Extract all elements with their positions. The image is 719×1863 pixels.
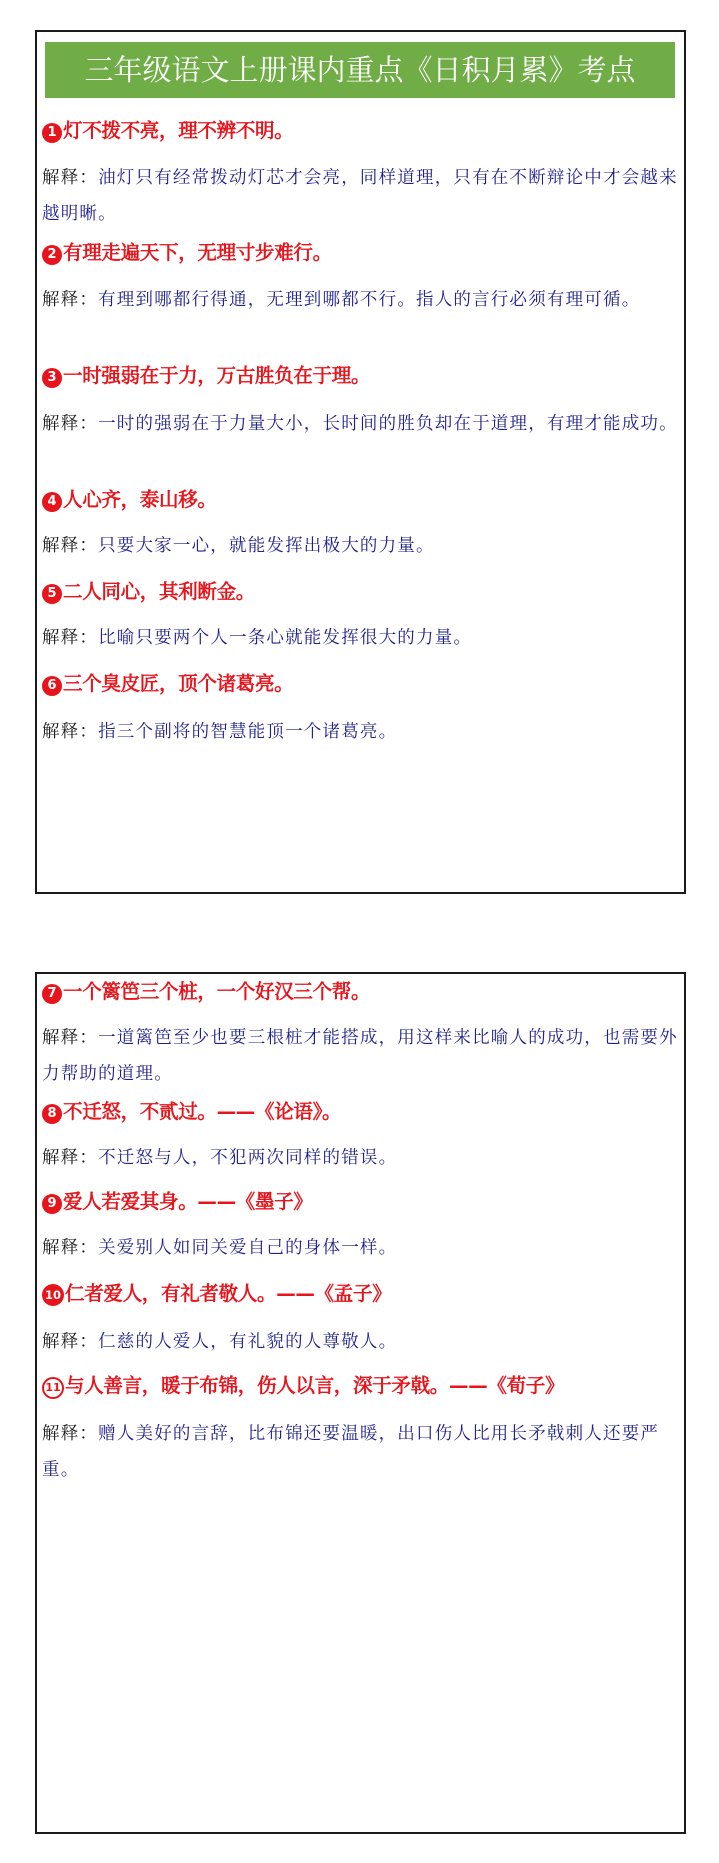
entry-explanation: 解释：仁慈的人爱人，有礼貌的人尊敬人。 — [42, 1332, 398, 1352]
entry-heading: 11 与人善言，暖于布锦，伤人以言，深于矛戟。——《荀子》 — [42, 1372, 564, 1400]
number-badge: 7 — [42, 984, 62, 1004]
page-title: 三年级语文上册课内重点《日积月累》考点 — [45, 42, 675, 98]
entry-explanation: 解释：只要大家一心，就能发挥出极大的力量。 — [42, 536, 435, 556]
number-badge: 1 — [42, 123, 62, 143]
entry-heading: 7 一个篱笆三个桩，一个好汉三个帮。 — [42, 978, 370, 1006]
entry-heading: 8 不迁怒，不贰过。——《论语》。 — [42, 1098, 341, 1126]
number-badge: 8 — [42, 1104, 62, 1124]
number-badge: 9 — [42, 1194, 62, 1214]
entry-heading: 1 灯不拨不亮，理不辨不明。 — [42, 117, 293, 145]
entry-explanation: 解释：一道篱笆至少也要三根桩才能搭成，用这样来比喻人的成功，也需要外力帮助的道理。 — [42, 1028, 678, 1084]
number-badge: 5 — [42, 584, 62, 604]
entry-explanation: 解释：比喻只要两个人一条心就能发挥很大的力量。 — [42, 628, 473, 648]
entry-explanation: 解释：有理到哪都行得通，无理到哪都不行。指人的言行必须有理可循。 — [42, 290, 641, 310]
entry-explanation: 解释：一时的强弱在于力量大小，长时间的胜负却在于道理，有理才能成功。 — [42, 414, 678, 434]
number-badge: 3 — [42, 368, 62, 388]
number-badge: 4 — [42, 492, 62, 512]
entry-heading: 9 爱人若爱其身。——《墨子》 — [42, 1188, 313, 1216]
entry-explanation: 解释：不迁怒与人，不犯两次同样的错误。 — [42, 1148, 398, 1168]
entry-heading: 5 二人同心，其利断金。 — [42, 578, 255, 606]
card-top — [35, 30, 686, 894]
entry-explanation: 解释：指三个副将的智慧能顶一个诸葛亮。 — [42, 722, 398, 742]
entry-explanation: 解释：油灯只有经常拨动灯芯才会亮，同样道理，只有在不断辩论中才会越来越明晰。 — [42, 168, 678, 224]
entry-heading: 10 仁者爱人，有礼者敬人。——《孟子》 — [42, 1280, 391, 1308]
entry-explanation: 解释：赠人美好的言辞，比布锦还要温暖，出口伤人比用长矛戟刺人还要严重。 — [42, 1424, 660, 1480]
number-badge: 2 — [42, 245, 62, 265]
entry-heading: 2 有理走遍天下，无理寸步难行。 — [42, 239, 332, 267]
entry-heading: 6 三个臭皮匠，顶个诸葛亮。 — [42, 670, 293, 698]
number-badge: 10 — [42, 1284, 64, 1306]
entry-heading: 3 一时强弱在于力，万古胜负在于理。 — [42, 362, 370, 390]
number-badge: 6 — [42, 676, 62, 696]
number-badge: 11 — [42, 1377, 64, 1399]
entry-heading: 4 人心齐，泰山移。 — [42, 486, 217, 514]
card-bottom — [35, 972, 686, 1834]
entry-explanation: 解释：关爱别人如同关爱自己的身体一样。 — [42, 1238, 398, 1258]
